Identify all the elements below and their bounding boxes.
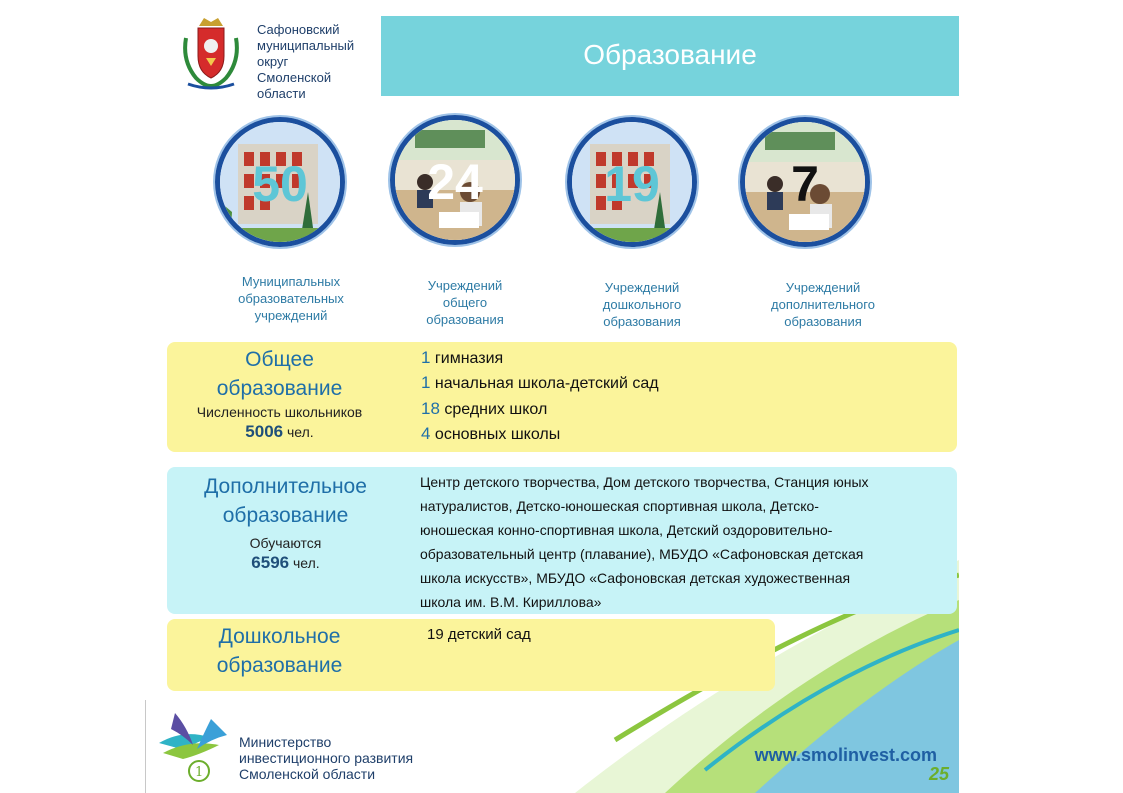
slide bbox=[145, 0, 959, 793]
student-count: 6596 bbox=[251, 553, 290, 572]
page-title: Образование bbox=[583, 39, 757, 70]
list-item: 1 гимназия bbox=[421, 348, 504, 367]
title-banner bbox=[381, 16, 959, 96]
list-item: 1 начальная школа-детский сад bbox=[421, 373, 659, 392]
website-link[interactable]: www.smolinvest.com bbox=[754, 745, 937, 765]
general-education-stats: Численность школьников 5006 чел. bbox=[196, 404, 363, 441]
ministry-name: Министерство инвестиционного развития Смоленской области bbox=[239, 734, 414, 782]
stat-value: 19 bbox=[604, 156, 660, 212]
footer-divider bbox=[145, 700, 146, 793]
list-item: 4 основных школы bbox=[421, 424, 561, 443]
stat-value: 7 bbox=[791, 156, 819, 212]
stat-circle-additional bbox=[740, 117, 870, 247]
additional-education-title: Дополнительное образование bbox=[204, 475, 367, 527]
additional-education-stats: Обучаются 6596 чел. bbox=[249, 535, 322, 572]
page-number: 25 bbox=[928, 764, 949, 784]
general-education-title: Общее образование bbox=[216, 348, 343, 400]
region-name: Сафоновский муниципальный округ Смоленской области bbox=[257, 22, 355, 101]
svg-text:1: 1 bbox=[195, 765, 204, 780]
stat-circle-general bbox=[390, 115, 520, 245]
stat-value: 24 bbox=[427, 154, 483, 210]
list-item: 18 средних школ bbox=[421, 399, 548, 418]
student-count: 5006 bbox=[245, 422, 284, 441]
stat-caption: Муниципальных образовательных учреждений bbox=[238, 274, 344, 323]
stat-circle-preschool bbox=[567, 117, 697, 247]
additional-institutions-text: Центр детского творчества, Дом детского творчества, Станция юных натуралистов, Детско-юношеская спортивная школа, Детско- юношеская конно-спортивная школа, Детский оздоровительно- образовательный центр (плавание), МБУДО «Сафоновская детская школа искусств», МБУДО «Сафоновская детская художественная школа им. В.М. Кириллова» bbox=[420, 474, 869, 610]
stat-caption: Учреждений дошкольного образования bbox=[602, 280, 682, 329]
stat-value: 50 bbox=[252, 156, 308, 212]
stat-caption: Учреждений дополнительного образования bbox=[771, 280, 875, 329]
bird-logo-icon bbox=[153, 705, 237, 789]
stat-circle-municipal bbox=[215, 117, 345, 247]
stat-caption: Учреждений общего образования bbox=[426, 278, 504, 327]
preschool-text: 19 детский сад bbox=[427, 626, 531, 643]
preschool-title: Дошкольное образование bbox=[216, 625, 343, 677]
coat-of-arms-icon bbox=[180, 16, 242, 90]
